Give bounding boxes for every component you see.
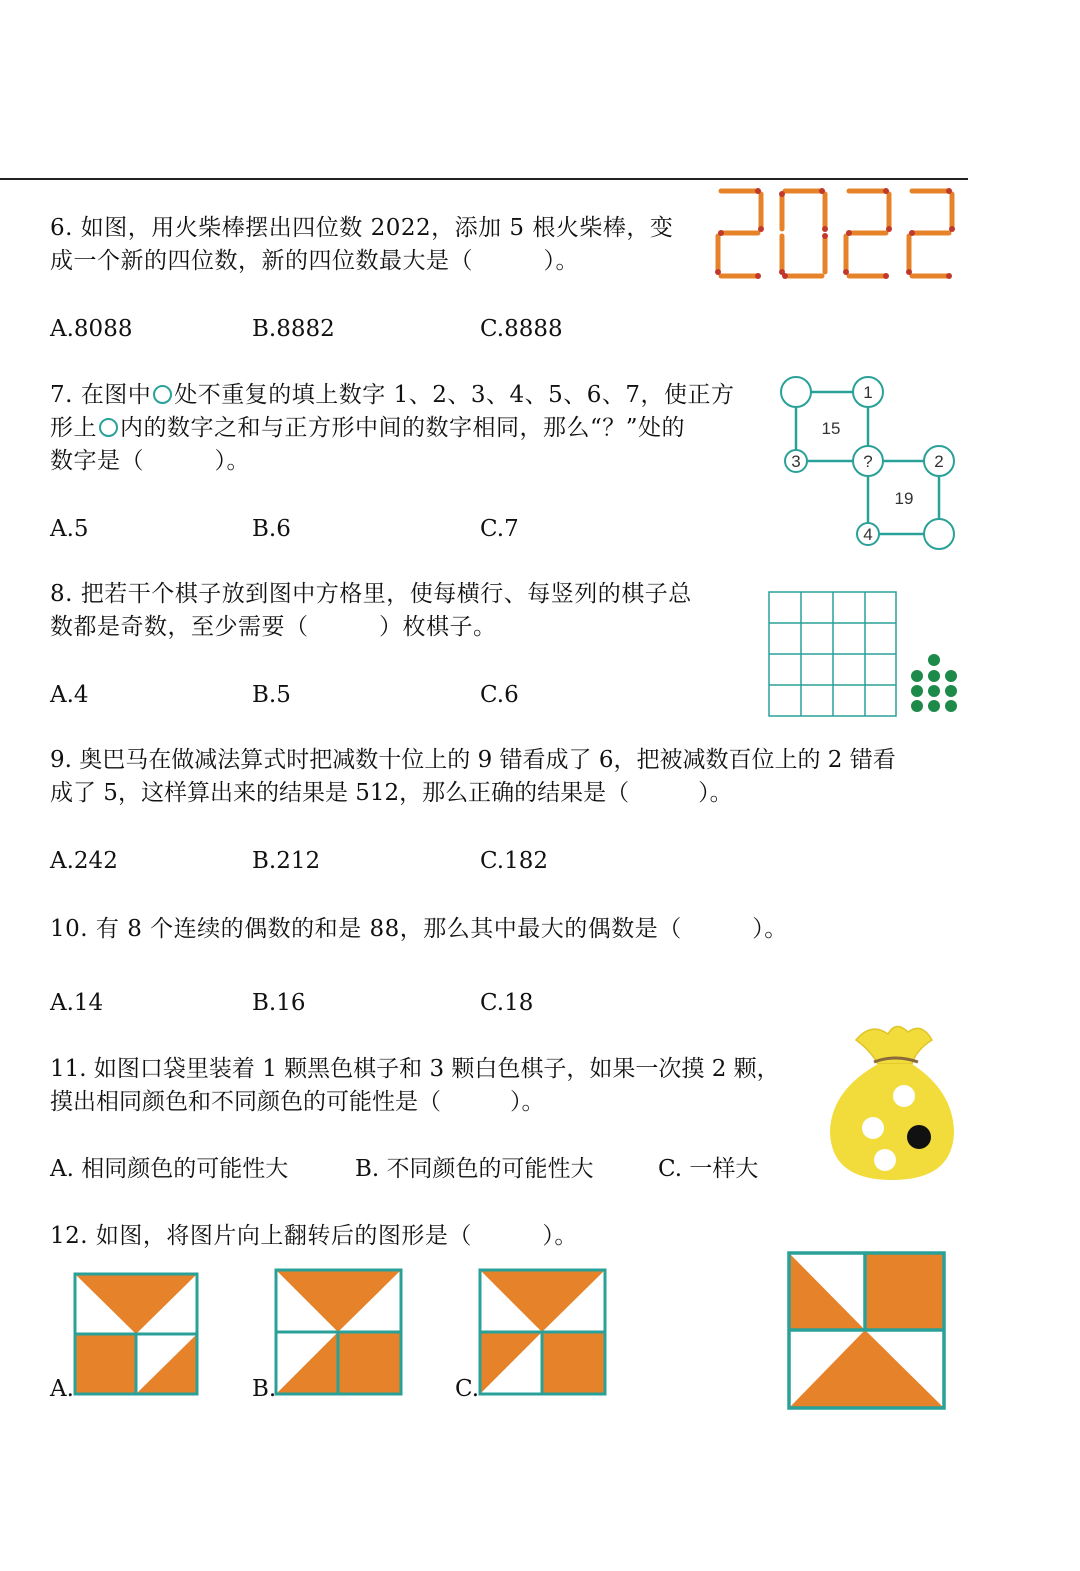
q6-line2: 成一个新的四位数，新的四位数最大是（ ）。 [50,248,579,274]
q9-option-b: B.212 [252,848,321,874]
node-label-4: 4 [863,525,873,544]
q6-option-c: C.8888 [480,316,563,342]
q10-line1: 10. 有 8 个连续的偶数的和是 88，那么其中最大的偶数是（ ）。 [50,916,788,942]
q9-text [50,744,896,810]
q6-option-b: B.8882 [252,316,335,342]
q12-label-a: A. [50,1376,74,1402]
sum-label-bottom: 19 [894,489,914,508]
q8-text [50,578,692,644]
q7-line1-b: 处不重复的填上数字 1、2、3、4、5、6、7，使正方 [174,382,735,408]
white-piece [862,1117,884,1139]
q11-line1: 11. 如图口袋里装着 1 颗黑色棋子和 3 颗白色棋子，如果一次摸 2 颗， [50,1056,780,1082]
q12-line1: 12. 如图，将图片向上翻转后的图形是（ ）。 [50,1223,578,1249]
q9-option-a: A.242 [50,848,118,874]
q12-text [50,1220,578,1253]
q8-grid-figure [768,590,960,718]
q12-option-c-figure [478,1268,608,1396]
q7-line2-a: 形上 [50,415,97,441]
q8-line2: 数都是奇数，至少需要（ ）枚棋子。 [50,614,497,640]
q12-option-a-figure [73,1272,199,1396]
matchstick-2022-figure [714,186,956,286]
sum-label-top: 15 [821,419,841,438]
q7-option-b: B.6 [252,516,291,542]
q7-option-a: A.5 [50,516,89,542]
q10-option-c: C.18 [480,990,534,1016]
circle-icon [99,418,118,437]
q7-option-c: C.7 [480,516,519,542]
q7-squares-figure [778,374,958,544]
q11-text [50,1053,780,1119]
q6-text [50,212,673,278]
q7-text [50,379,735,478]
q8-option-a: A.4 [50,682,89,708]
q9-option-c: C.182 [480,848,548,874]
node-top-left [781,377,811,407]
q11-option-a: A. 相同颜色的可能性大 [50,1156,289,1182]
q7-line1-a: 7. 在图中 [50,382,152,408]
q11-option-c: C. 一样大 [658,1156,759,1182]
circle-icon [153,385,172,404]
q12-label-c: C. [455,1376,480,1402]
q8-option-b: B.5 [252,682,291,708]
matchstick-digits [718,191,952,276]
header-rule [0,178,968,180]
q12-label-b: B. [252,1376,277,1402]
q6-option-a: A.8088 [50,316,133,342]
q12-original-figure [786,1250,948,1412]
node-label-center: ? [863,452,873,471]
chess-pieces-pile [911,654,957,712]
q8-option-c: C.6 [480,682,519,708]
white-piece [893,1085,915,1107]
q7-line3: 数字是（ ）。 [50,448,250,474]
node-label-2: 2 [934,452,944,471]
black-piece [907,1125,931,1149]
q8-line1: 8. 把若干个棋子放到图中方格里，使每横行、每竖列的棋子总 [50,581,692,607]
q12-option-b-figure [274,1268,404,1396]
q11-option-b: B. 不同颜色的可能性大 [355,1156,594,1182]
node-label-1: 1 [863,383,873,402]
q9-line1: 9. 奥巴马在做减法算式时把减数十位上的 9 错看成了 6，把被减数百位上的 2 错看 [50,747,896,773]
q10-option-b: B.16 [252,990,306,1016]
q9-line2: 成了 5，这样算出来的结果是 512，那么正确的结果是（ ）。 [50,780,733,806]
q10-text [50,913,788,946]
white-piece [874,1149,896,1171]
q6-line1: 6. 如图，用火柴棒摆出四位数 2022，添加 5 根火柴棒，变 [50,215,674,241]
q10-option-a: A.14 [50,990,104,1016]
q11-line2: 摸出相同颜色和不同颜色的可能性是（ ）。 [50,1089,545,1115]
q7-line2-b: 内的数字之和与正方形中间的数字相同，那么“？”处的 [120,415,686,441]
node-label-3: 3 [791,452,801,471]
node-bottom-right [924,519,954,549]
bag-figure [826,1020,961,1185]
